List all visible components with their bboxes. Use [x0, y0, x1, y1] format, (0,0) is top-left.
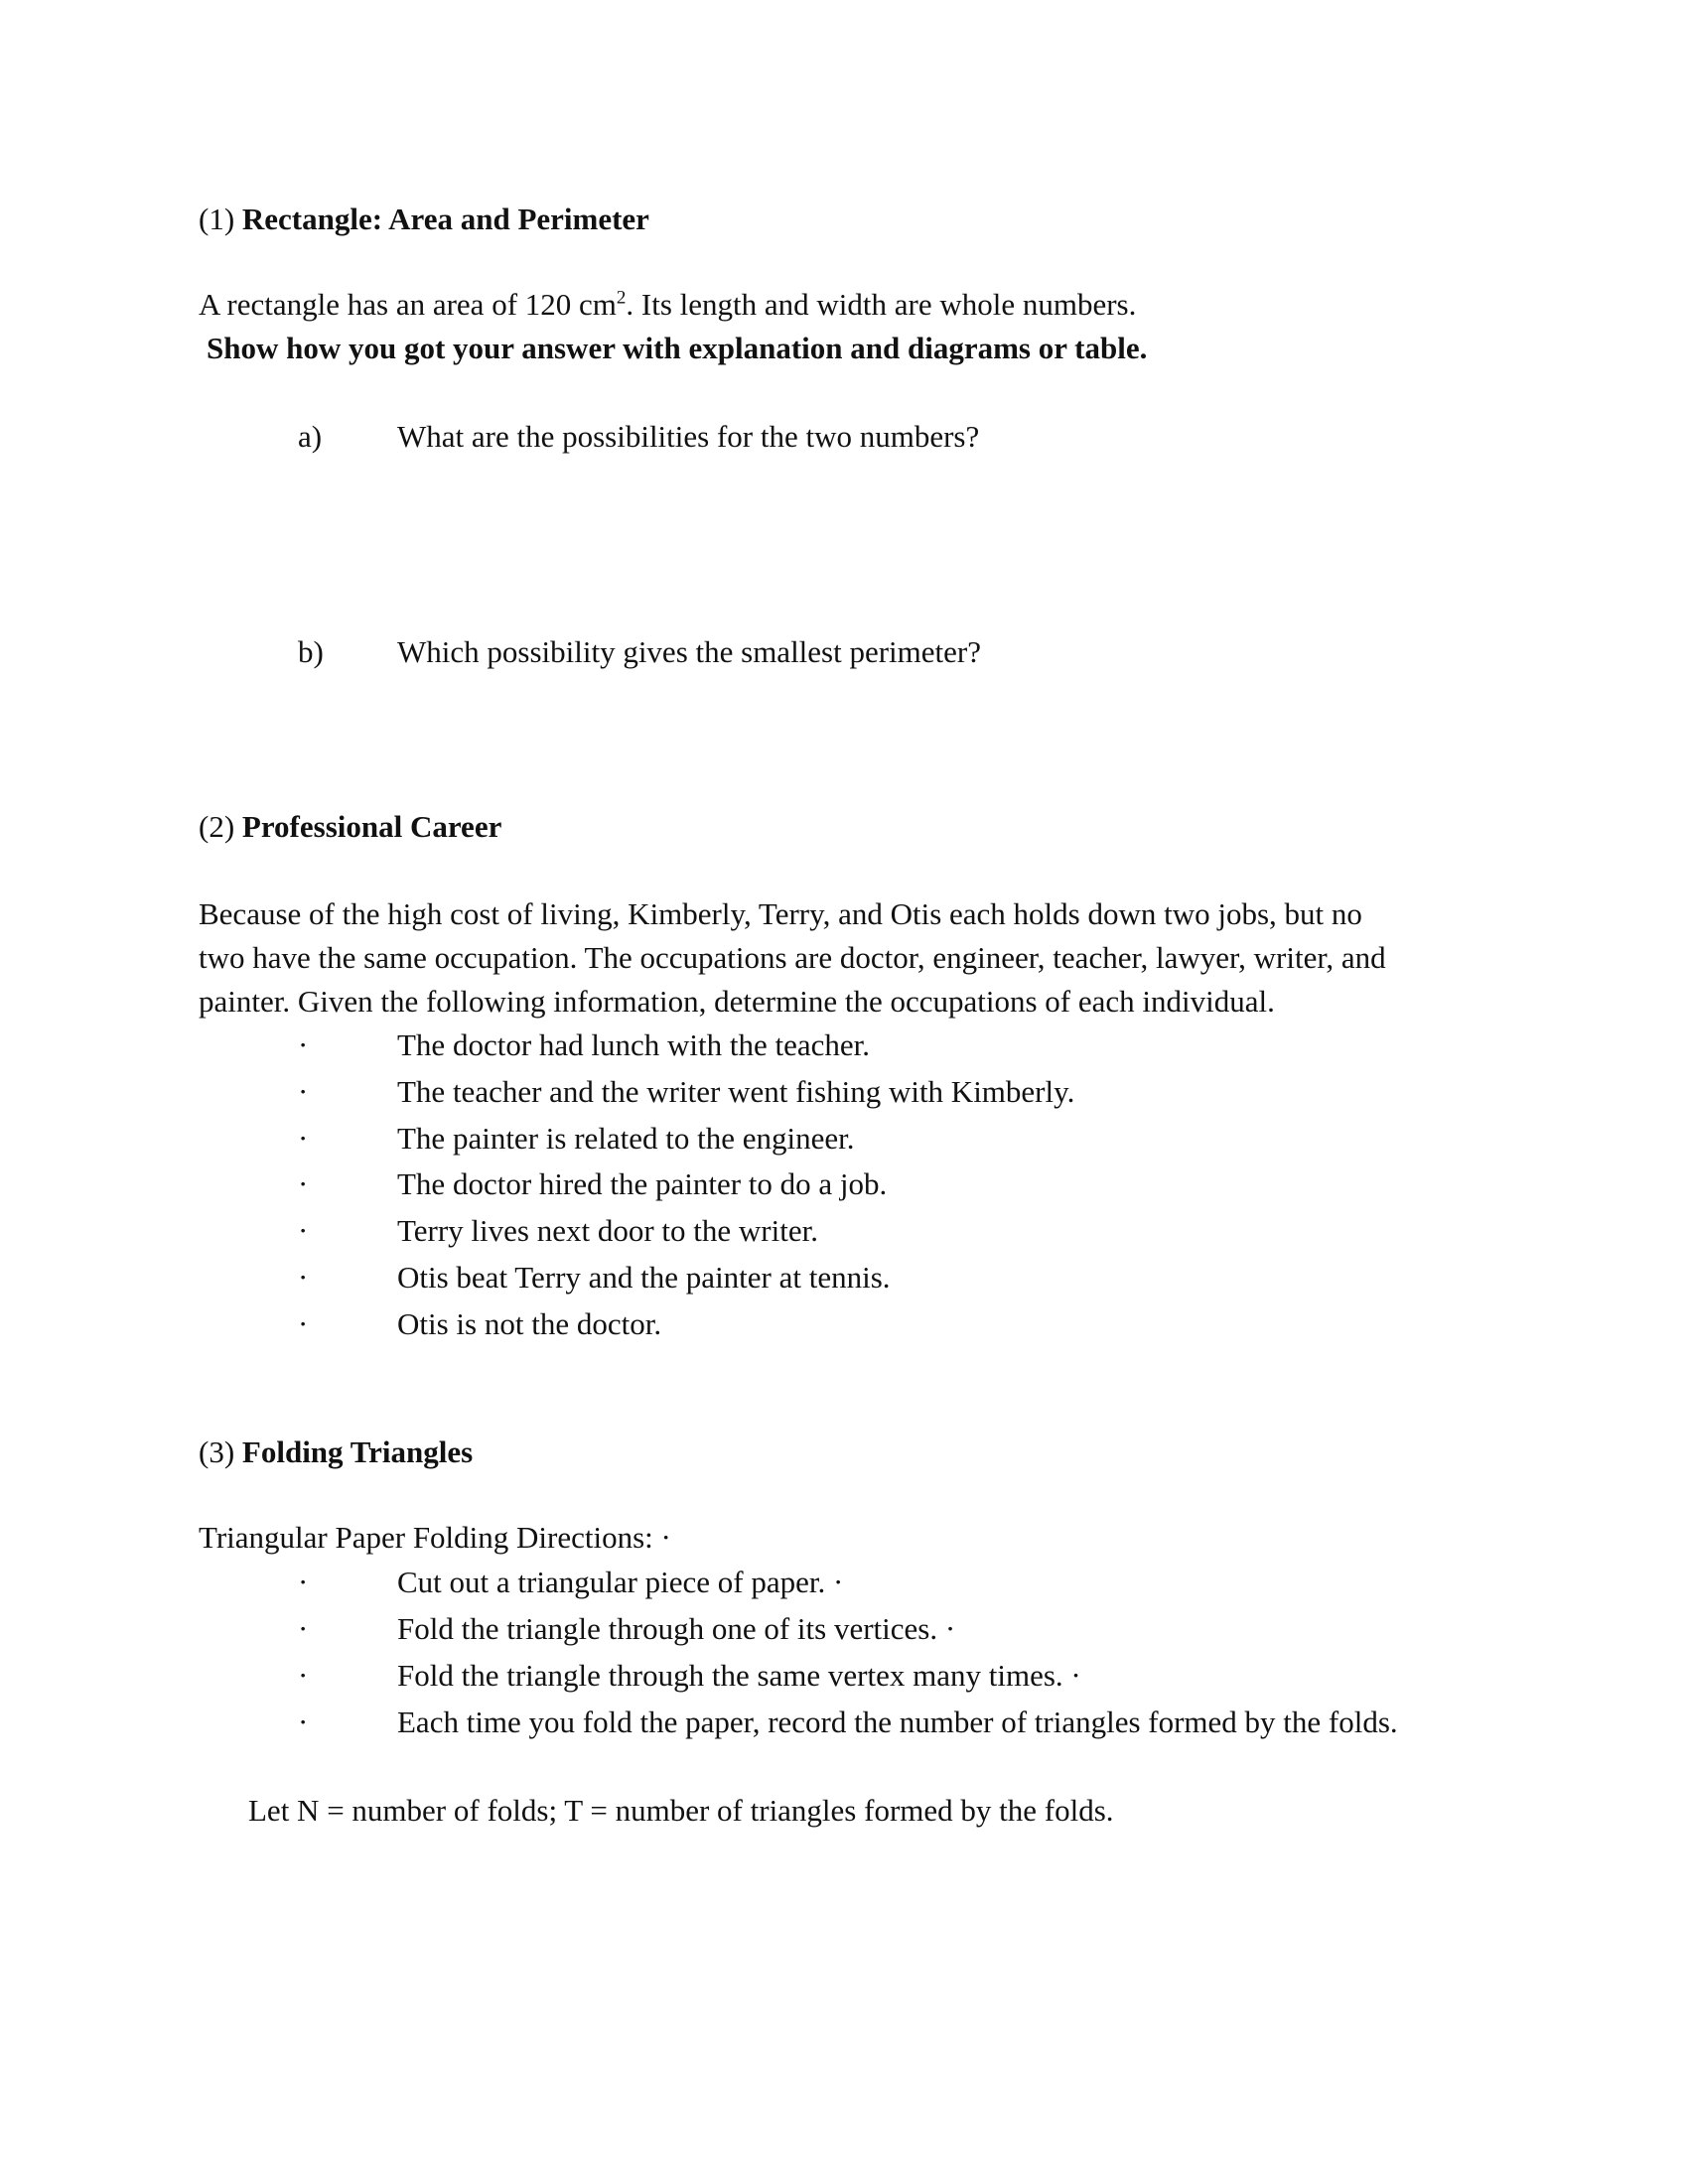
intro-text-continued: . Its length and width are whole numbers. [626, 287, 1137, 322]
step-text: Each time you fold the paper, record the number of triangles formed by the folds. [397, 1705, 1398, 1739]
clue-text: The painter is related to the engineer. [397, 1121, 855, 1156]
section-1-intro [199, 287, 1136, 323]
bullet-dot: · [298, 1260, 309, 1295]
bullet-dot: · [298, 1705, 309, 1739]
question-a-text: What are the possibilities for the two numbers? [397, 419, 980, 454]
step-text: Fold the triangle through the same vertex many times. · [397, 1658, 1081, 1693]
clue-text: Otis is not the doctor. [397, 1306, 662, 1341]
bullet-dot: · [298, 1306, 309, 1341]
section-3-title: Folding Triangles [241, 1434, 474, 1469]
bullet-dot: · [298, 1658, 309, 1693]
section-2-heading [199, 809, 501, 845]
clue-text: The doctor had lunch with the teacher. [397, 1027, 871, 1062]
section-3-number: (3) [199, 1434, 235, 1469]
bullet-dot: · [298, 1074, 309, 1109]
clue-text: The teacher and the writer went fishing with Kimberly. [397, 1074, 1075, 1109]
bullet-dot: · [298, 1121, 309, 1156]
section-3-heading [199, 1434, 473, 1470]
section-2-paragraph-line-3: painter. Given the following information, determine the occupations of each individual. [199, 984, 1275, 1019]
clue-text: The doctor hired the painter to do a job. [397, 1166, 888, 1201]
bullet-dot: · [298, 1213, 309, 1248]
section-1-instruction: Show how you got your answer with explanation and diagrams or table. [207, 331, 1148, 365]
clue-text: Terry lives next door to the writer. [397, 1213, 818, 1248]
step-text: Cut out a triangular piece of paper. · [397, 1565, 844, 1599]
bullet-dot: · [298, 1611, 309, 1646]
question-a-label: a) [298, 419, 323, 454]
question-b-text: Which possibility gives the smallest perimeter? [397, 634, 982, 669]
section-1-title: Rectangle: Area and Perimeter [241, 202, 649, 236]
section-2-paragraph-line-1: Because of the high cost of living, Kimberly, Terry, and Otis each holds down two jobs, but no [199, 896, 1362, 931]
section-1-number: (1) [199, 202, 235, 236]
bullet-dot: · [298, 1565, 309, 1599]
section-2-paragraph-line-2: two have the same occupation. The occupations are doctor, engineer, teacher, lawyer, writer, and [199, 940, 1386, 975]
bullet-dot: · [298, 1166, 309, 1201]
section-2-number: (2) [199, 809, 235, 844]
variable-definition: Let N = number of folds; T = number of triangles formed by the folds. [248, 1793, 1114, 1828]
question-b-label: b) [298, 634, 324, 669]
intro-superscript: 2 [616, 287, 627, 309]
bullet-dot: · [298, 1027, 309, 1062]
section-2-title: Professional Career [241, 809, 502, 844]
directions-heading: Triangular Paper Folding Directions: · [199, 1520, 671, 1555]
clue-text: Otis beat Terry and the painter at tennis. [397, 1260, 891, 1295]
step-text: Fold the triangle through one of its vertices. · [397, 1611, 956, 1646]
intro-text: A rectangle has an area of 120 cm [199, 287, 617, 322]
section-1-heading [199, 202, 649, 237]
